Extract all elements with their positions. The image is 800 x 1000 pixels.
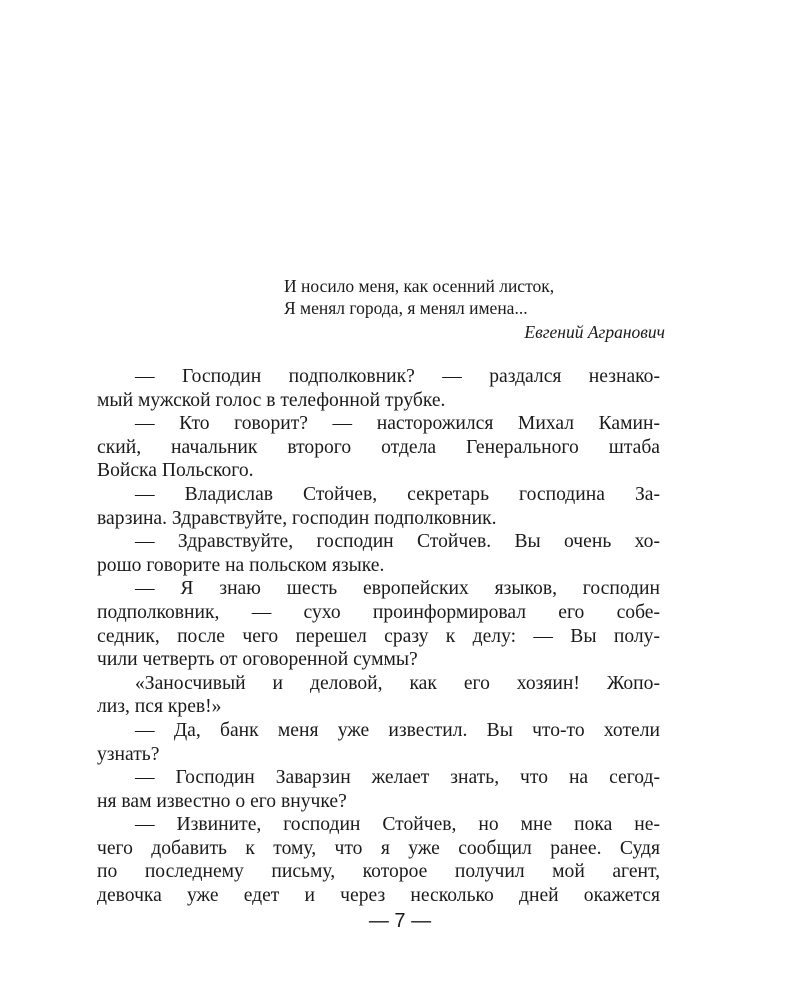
text-line: варзина. Здравствуйте, господин подполковник. bbox=[97, 507, 497, 529]
text-line: — Извините, господин Стойчев, но мне пока не- bbox=[135, 814, 660, 836]
text-line: — Я знаю шесть европейских языков, господин bbox=[135, 578, 660, 600]
text-line: рошо говорите на польском языке. bbox=[97, 554, 385, 576]
text-line: ский, начальник второго отдела Генерального штаба bbox=[97, 436, 660, 458]
epigraph bbox=[284, 275, 684, 342]
text-line: — Господин Заварзин желает знать, что на сегод- bbox=[135, 767, 660, 789]
page-number: — 7 — bbox=[368, 910, 432, 932]
text-line: чили четверть от оговоренной суммы? bbox=[97, 649, 418, 671]
text-line: мый мужской голос в телефонной трубке. bbox=[97, 389, 446, 411]
text-line: — Владислав Стойчев, секретарь господина За- bbox=[135, 483, 660, 505]
epigraph-author: Евгений Агранович bbox=[524, 322, 665, 342]
text-line: девочка уже едет и через несколько дней окажется bbox=[97, 885, 660, 907]
text-line: чего добавить к тому, что я уже сообщил ранее. Судя bbox=[97, 837, 660, 859]
text-line: — Да, банк меня уже известил. Вы что-то хотели bbox=[135, 719, 660, 741]
epigraph-line: И носило меня, как осенний листок, bbox=[284, 276, 555, 296]
text-line: Войска Польского. bbox=[97, 460, 254, 482]
text-line: подполковник, — сухо проинформировал его собе- bbox=[97, 601, 660, 623]
text-line: — Кто говорит? — насторожился Михал Камин- bbox=[135, 413, 660, 435]
text-line: — Господин подполковник? — раздался незнако- bbox=[135, 366, 660, 387]
text-line: узнать? bbox=[97, 743, 160, 765]
text-line: «Заносчивый и деловой, как его хозяин! Жопо- bbox=[135, 672, 660, 694]
epigraph-line: Я менял города, я менял имена... bbox=[284, 298, 528, 318]
text-line: седник, после чего перешел сразу к делу: — Вы полу- bbox=[97, 625, 660, 647]
body-text bbox=[97, 365, 660, 908]
text-line: ня вам известно о его внучке? bbox=[97, 790, 347, 812]
text-line: лиз, пся крев!» bbox=[97, 696, 222, 718]
text-line: по последнему письму, которое получил мой агент, bbox=[97, 861, 660, 883]
text-line: — Здравствуйте, господин Стойчев. Вы очень хо- bbox=[135, 531, 660, 553]
